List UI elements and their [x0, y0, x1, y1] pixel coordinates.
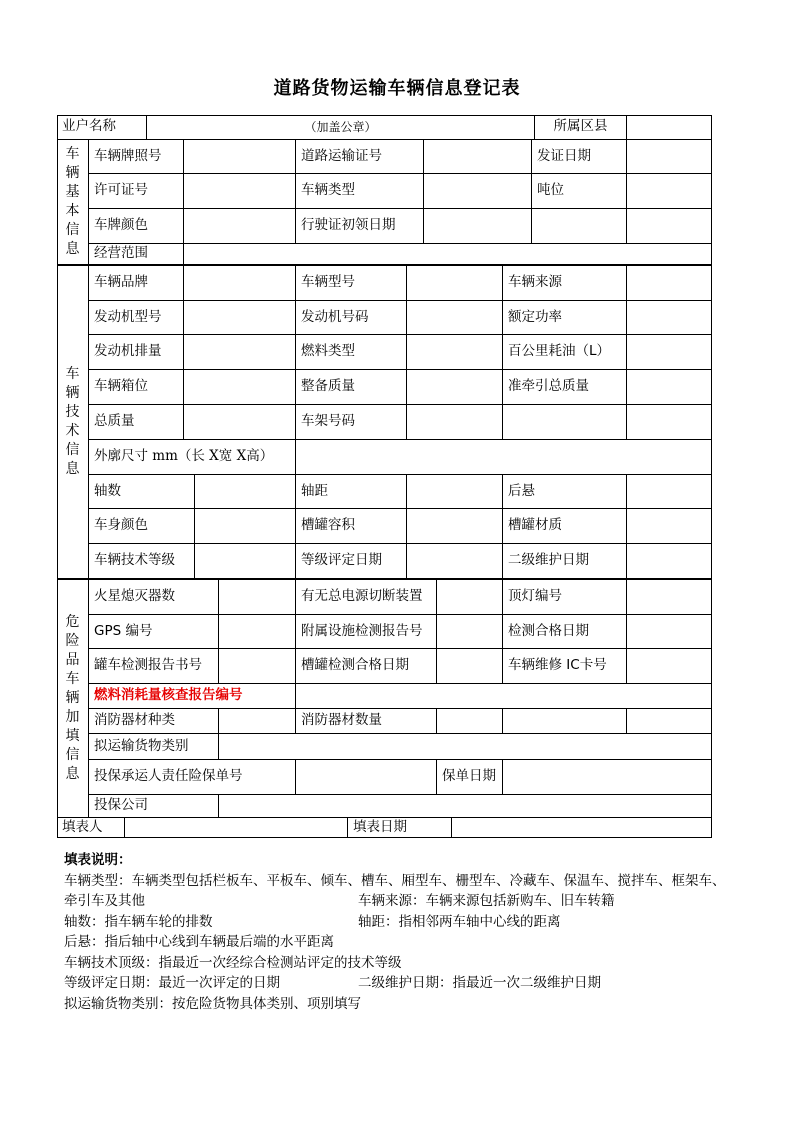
- section-label-char: 息: [65, 766, 80, 782]
- fire-type-label: 消防器材种类: [89, 709, 219, 734]
- permit-no-field[interactable]: [184, 174, 296, 209]
- gps-no-label: GPS 编号: [89, 615, 219, 649]
- curb-mass-field[interactable]: [407, 370, 503, 405]
- section-label-char: 危: [65, 614, 80, 630]
- body-color-label: 车身颜色: [89, 509, 195, 544]
- dimensions-field[interactable]: [296, 440, 712, 475]
- box-positions-label: 车辆箱位: [89, 370, 184, 405]
- fuel-type-label: 燃料类型: [296, 335, 407, 370]
- insurance-no-label: 投保承运人责任险保单号: [89, 760, 296, 795]
- fuel-per-100km-label: 百公里耗油（L）: [503, 335, 627, 370]
- ic-card-field[interactable]: [627, 649, 712, 684]
- engine-model-label: 发动机型号: [89, 301, 184, 335]
- fuel-report-field[interactable]: [296, 684, 712, 709]
- section-label-char: 车: [65, 671, 80, 687]
- note-line: 车辆技术顶级：指最近一次经综合检测站评定的技术等级: [64, 954, 402, 971]
- tank-volume-label: 槽罐容积: [296, 509, 407, 544]
- brand-label: 车辆品牌: [89, 266, 184, 301]
- power-cutoff-field[interactable]: [437, 580, 503, 615]
- tech-grade-label: 车辆技术等级: [89, 544, 195, 579]
- grade-date-label: 等级评定日期: [296, 544, 407, 579]
- level2-date-label: 二级维护日期: [503, 544, 627, 579]
- engine-no-label: 发动机号码: [296, 301, 407, 335]
- seal-hint: （加盖公章）: [304, 120, 377, 134]
- tank-pass-date-label: 槽罐检测合格日期: [296, 649, 437, 684]
- section-label-char: 辆: [65, 385, 80, 401]
- permit-no-label: 许可证号: [89, 174, 184, 209]
- filler-field[interactable]: [125, 818, 348, 838]
- vehicle-type-field[interactable]: [424, 174, 532, 209]
- tow-total-mass-field[interactable]: [627, 370, 712, 405]
- roof-light-label: 顶灯编号: [503, 580, 627, 615]
- note-text: 二级维护日期：指最近一次二级维护日期: [358, 975, 601, 991]
- fill-date-label: 填表日期: [348, 818, 452, 838]
- axles-field[interactable]: [195, 475, 296, 509]
- section-label-char: 辆: [65, 165, 80, 181]
- blank-field[interactable]: [627, 405, 712, 440]
- rear-overhang-label: 后悬: [503, 475, 627, 509]
- section-label-char: 信: [65, 222, 80, 238]
- tank-report-no-label: 罐车检测报告书号: [89, 649, 219, 684]
- source-label: 车辆来源: [503, 266, 627, 301]
- insurance-no-field[interactable]: [296, 760, 437, 795]
- spark-arrestor-label: 火星熄灭器数: [89, 580, 219, 615]
- section-label-char: 险: [65, 633, 80, 649]
- aux-report-no-field[interactable]: [437, 615, 503, 649]
- issue-date-label: 发证日期: [532, 140, 627, 174]
- wheelbase-label: 轴距: [296, 475, 407, 509]
- fill-instructions: [64, 850, 754, 1014]
- roof-light-field[interactable]: [627, 580, 712, 615]
- tow-total-mass-label: 准牵引总质量: [503, 370, 627, 405]
- total-mass-label: 总质量: [89, 405, 184, 440]
- fill-date-field[interactable]: [452, 818, 712, 838]
- engine-model-field[interactable]: [184, 301, 296, 335]
- section-label-char: 基: [65, 184, 80, 200]
- section-label-char: 车: [65, 146, 80, 162]
- tank-volume-field[interactable]: [407, 509, 503, 544]
- plate-color-label: 车牌颜色: [89, 209, 184, 244]
- insurer-label: 投保公司: [89, 795, 219, 818]
- note-line: 后悬：指后轴中心线到车辆最后端的水平距离: [64, 934, 334, 950]
- tech-grade-field[interactable]: [195, 544, 296, 579]
- policy-date-label: 保单日期: [437, 760, 503, 795]
- section-label-char: 车: [65, 366, 80, 382]
- blank-field[interactable]: [627, 209, 712, 244]
- engine-no-field[interactable]: [407, 301, 503, 335]
- section-label-char: 品: [65, 652, 80, 668]
- tank-material-label: 槽罐材质: [503, 509, 627, 544]
- section-label-char: 信: [65, 747, 80, 763]
- rated-power-field[interactable]: [627, 301, 712, 335]
- wheelbase-field[interactable]: [407, 475, 503, 509]
- inspection-date-field[interactable]: [627, 615, 712, 649]
- blank-cell: [503, 709, 627, 734]
- fuel-type-field[interactable]: [407, 335, 503, 370]
- body-color-field[interactable]: [195, 509, 296, 544]
- ic-card-label: 车辆维修 IC卡号: [503, 649, 627, 684]
- blank-cell: [503, 405, 627, 440]
- plate-no-label: 车辆牌照号: [89, 140, 184, 174]
- district-label: 所属区县: [535, 115, 627, 140]
- aux-report-no-label: 附属设施检测报告号: [296, 615, 437, 649]
- hazard-info-section-label: [57, 580, 89, 818]
- section-label-char: 息: [65, 461, 80, 477]
- displacement-field[interactable]: [184, 335, 296, 370]
- fuel-report-label: 燃料消耗量核查报告编号: [89, 684, 296, 709]
- note-line: [64, 973, 754, 994]
- section-label-char: 本: [65, 203, 80, 219]
- district-field[interactable]: [627, 115, 712, 140]
- form-title: 道路货物运输车辆信息登记表: [273, 78, 521, 99]
- vehicle-type-label: 车辆类型: [296, 174, 424, 209]
- note-text: 等级评定日期：最近一次评定的日期: [64, 975, 280, 991]
- gps-no-field[interactable]: [219, 615, 296, 649]
- source-field[interactable]: [627, 266, 712, 301]
- power-cutoff-label: 有无总电源切断装置: [296, 580, 437, 615]
- road-transport-cert-field[interactable]: [424, 140, 532, 174]
- rated-power-label: 额定功率: [503, 301, 627, 335]
- fuel-per-100km-field[interactable]: [627, 335, 712, 370]
- filler-label: 填表人: [57, 818, 125, 838]
- total-mass-field[interactable]: [184, 405, 296, 440]
- section-label-char: 加: [65, 709, 80, 725]
- section-label-char: 术: [65, 423, 80, 439]
- note-text: 车辆来源：车辆来源包括新购车、旧车转籍: [358, 893, 615, 909]
- tonnage-label: 吨位: [532, 174, 627, 209]
- rear-overhang-field[interactable]: [627, 475, 712, 509]
- section-label-char: 填: [65, 728, 80, 744]
- instructions-title: 填表说明：: [64, 852, 132, 868]
- box-positions-field[interactable]: [184, 370, 296, 405]
- section-label-char: 辆: [65, 690, 80, 706]
- displacement-label: 发动机排量: [89, 335, 184, 370]
- fire-count-field[interactable]: [437, 709, 503, 734]
- curb-mass-label: 整备质量: [296, 370, 407, 405]
- plate-color-field[interactable]: [184, 209, 296, 244]
- frame-no-label: 车架号码: [296, 405, 407, 440]
- goods-class-field[interactable]: [219, 734, 712, 760]
- frame-no-field[interactable]: [407, 405, 503, 440]
- axles-label: 轴数: [89, 475, 195, 509]
- note-line: [64, 912, 754, 933]
- business-scope-label: 经营范围: [89, 244, 184, 265]
- plate-no-field[interactable]: [184, 140, 296, 174]
- tank-pass-date-field[interactable]: [437, 649, 503, 684]
- license-first-date-label: 行驶证初领日期: [296, 209, 424, 244]
- spark-arrestor-field[interactable]: [219, 580, 296, 615]
- tank-report-no-field[interactable]: [219, 649, 296, 684]
- inspection-date-label: 检测合格日期: [503, 615, 627, 649]
- brand-field[interactable]: [184, 266, 296, 301]
- grade-date-field[interactable]: [407, 544, 503, 579]
- dimensions-label: 外廓尺寸 mm（长 X宽 X高）: [89, 440, 296, 475]
- basic-info-section-label: [57, 140, 89, 265]
- section-label-char: 信: [65, 442, 80, 458]
- tank-material-field[interactable]: [627, 509, 712, 544]
- fire-count-label: 消防器材数量: [296, 709, 437, 734]
- goods-class-label: 拟运输货物类别: [89, 734, 219, 760]
- model-label: 车辆型号: [296, 266, 407, 301]
- blank-cell: [532, 209, 627, 244]
- owner-name-label: 业户名称: [57, 115, 147, 140]
- license-first-date-field[interactable]: [424, 209, 532, 244]
- business-scope-field[interactable]: [184, 244, 712, 265]
- fire-type-field[interactable]: [219, 709, 296, 734]
- model-field[interactable]: [407, 266, 503, 301]
- note-line: [64, 891, 754, 912]
- owner-name-field[interactable]: [147, 115, 535, 140]
- road-transport-cert-label: 道路运输证号: [296, 140, 424, 174]
- blank-field[interactable]: [627, 709, 712, 734]
- policy-date-field[interactable]: [503, 760, 712, 795]
- level2-date-field[interactable]: [627, 544, 712, 579]
- insurer-field[interactable]: [219, 795, 712, 818]
- tech-info-section-label: [57, 266, 89, 579]
- section-label-char: 技: [65, 404, 80, 420]
- note-text: 轴数：指车辆车轮的排数: [64, 913, 213, 930]
- note-line: 车辆类型：车辆类型包括栏板车、平板车、倾车、槽车、厢型车、栅型车、冷藏车、保温车、搅拌车、框架车、: [64, 872, 726, 889]
- registration-form-table: [57, 115, 712, 838]
- note-text: 牵引车及其他: [64, 893, 145, 909]
- section-label-char: 息: [65, 241, 80, 257]
- note-text: 轴距：指相邻两车轴中心线的距离: [358, 913, 561, 930]
- issue-date-field[interactable]: [627, 140, 712, 174]
- tonnage-field[interactable]: [627, 174, 712, 209]
- note-line: 拟运输货物类别：按危险货物具体类别、项别填写: [64, 995, 361, 1012]
